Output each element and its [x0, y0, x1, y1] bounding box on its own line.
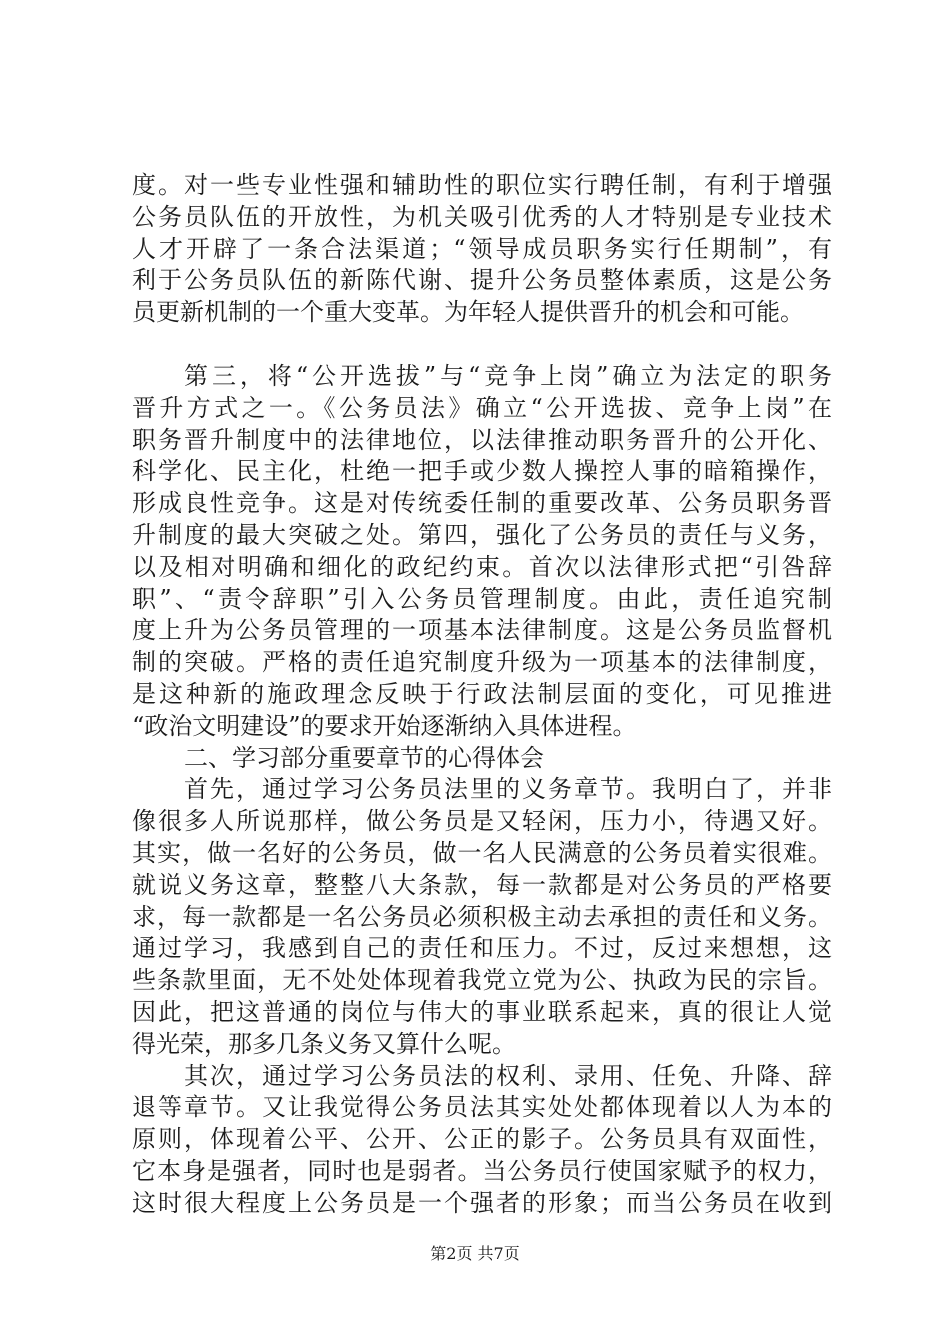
text-line: 二、学习部分重要章节的心得体会 [184, 743, 544, 772]
text-line: 利于公务员队伍的新陈代谢、提升公务员整体素质，这是公务 [132, 266, 832, 295]
text-line: 像很多人所说那样，做公务员是又轻闲，压力小，待遇又好。 [132, 807, 832, 836]
text-line: 公务员队伍的开放性，为机关吸引优秀的人才特别是专业技术 [132, 202, 832, 231]
text-line: 是这种新的施政理念反映于行政法制层面的变化，可见推进 [132, 679, 832, 708]
text-line: 升制度的最大突破之处。第四，强化了公务员的责任与义务， [132, 520, 832, 549]
text-line: 制的突破。严格的责任追究制度升级为一项基本的法律制度， [132, 648, 832, 677]
text-line: 退等章节。又让我觉得公务员法其实处处都体现着以人为本的 [132, 1093, 832, 1122]
text-line: 职务晋升制度中的法律地位，以法律推动职务晋升的公开化、 [132, 425, 832, 454]
document-body [132, 170, 832, 1220]
text-line: 形成良性竞争。这是对传统委任制的重要改革、公务员职务晋 [132, 489, 832, 518]
text-line: 其次，通过学习公务员法的权利、录用、任免、升降、辞 [184, 1061, 832, 1090]
text-line: 首先，通过学习公务员法里的义务章节。我明白了，并非 [184, 775, 832, 804]
text-line: 求，每一款都是一名公务员必须积极主动去承担的责任和义务。 [132, 902, 832, 931]
text-line: 些条款里面，无不处处体现着我党立党为公、执政为民的宗旨。 [132, 966, 832, 995]
paragraph [132, 774, 832, 1060]
text-line: 第三，将“公开选拔”与“竞争上岗”确立为法定的职务 [184, 361, 832, 390]
paragraph [132, 170, 832, 329]
page-number-footer: 第2页 共7页 [430, 1244, 520, 1263]
text-line: 就说义务这章，整整八大条款，每一款都是对公务员的严格要 [132, 870, 832, 899]
text-line: 员更新机制的一个重大变革。为年轻人提供晋升的机会和可能。 [132, 298, 804, 327]
text-line: “政治文明建设”的要求开始逐渐纳入具体进程。 [132, 711, 637, 740]
paragraph [132, 361, 832, 743]
text-line: 晋升方式之一。《公务员法》确立“公开选拔、竞争上岗”在 [132, 393, 832, 422]
paragraph [132, 1061, 832, 1220]
text-line: 这时很大程度上公务员是一个强者的形象；而当公务员在收到 [132, 1188, 832, 1217]
text-line: 原则，体现着公平、公开、公正的影子。公务员具有双面性， [132, 1125, 832, 1154]
text-line: 度。对一些专业性强和辅助性的职位实行聘任制，有利于增强 [132, 171, 832, 199]
text-line: 通过学习，我感到自己的责任和压力。不过，反过来想想，这 [132, 934, 832, 963]
text-line: 度上升为公务员管理的一项基本法律制度。这是公务员监督机 [132, 616, 832, 645]
text-line: 人才开辟了一条合法渠道；“领导成员职务实行任期制”，有 [132, 234, 832, 263]
text-line: 得光荣，那多几条义务又算什么呢。 [132, 1029, 516, 1058]
text-line: 以及相对明确和细化的政纪约束。首次以法律形式把“引咎辞 [132, 552, 832, 581]
text-line: 其实，做一名好的公务员，做一名人民满意的公务员着实很难。 [132, 838, 832, 867]
text-line: 它本身是强者，同时也是弱者。当公务员行使国家赋予的权力， [132, 1156, 832, 1185]
text-line: 科学化、民主化，杜绝一把手或少数人操控人事的暗箱操作， [132, 457, 832, 486]
paragraph-gap [132, 329, 832, 361]
section-heading [132, 743, 832, 775]
text-line: 因此，把这普通的岗位与伟大的事业联系起来，真的很让人觉 [132, 997, 832, 1026]
text-line: 职”、“责令辞职”引入公务员管理制度。由此，责任追究制 [132, 584, 832, 613]
